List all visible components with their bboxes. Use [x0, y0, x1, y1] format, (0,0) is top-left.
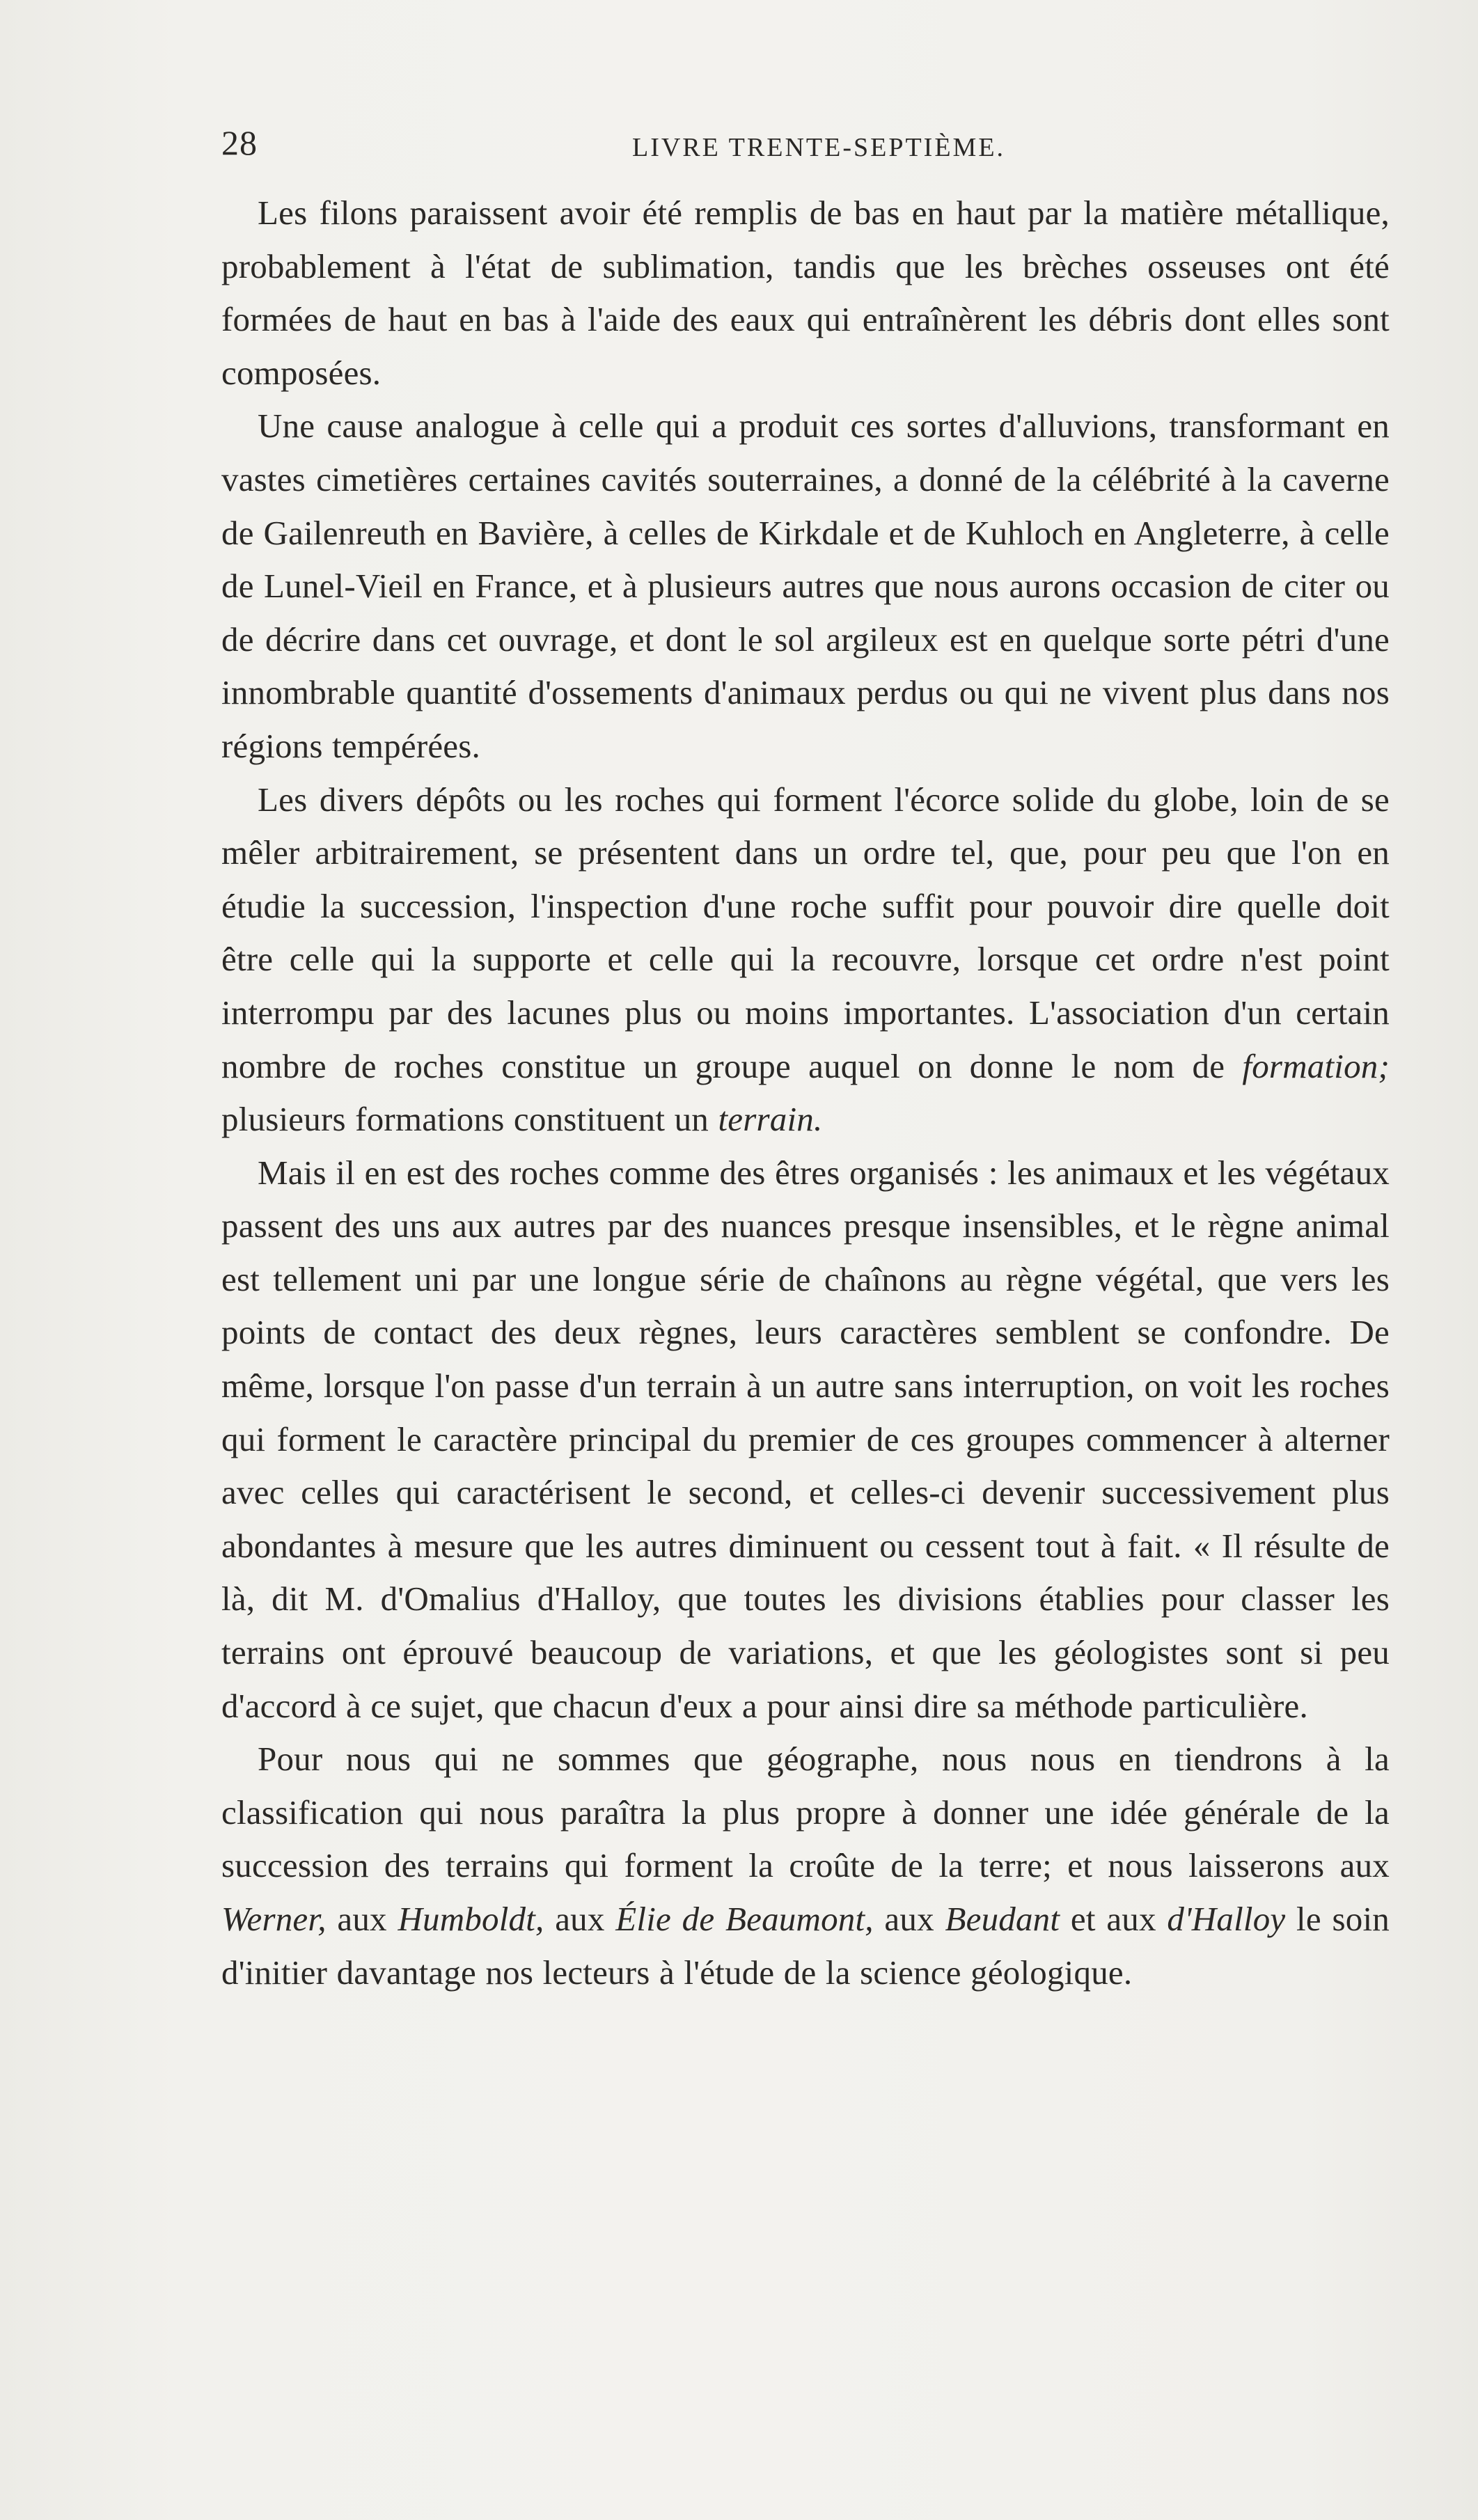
paragraph-text: aux [873, 1900, 945, 1938]
term-formation: formation; [1242, 1046, 1390, 1085]
paragraph-text: plusieurs formations constituent un [221, 1100, 718, 1139]
paragraph-transitions [221, 1147, 1390, 1733]
paragraph-text: aux [544, 1900, 616, 1938]
term-terrain: terrain. [718, 1100, 823, 1139]
paragraph-formations [221, 773, 1390, 1147]
name-beudant: Beudant [945, 1900, 1060, 1938]
page-number: 28 [221, 123, 258, 162]
paragraph-text: Une cause analogue à celle qui a produit ces sortes d'alluvions, transformant en vastes cimetières certaines cavités souterraines, a donné de la célébrité à la caverne de Gailenreuth en Bavière, à celles de Kirkdale et de Kuhloch en Angleterre, à celle de Lunel-Vieil en France, et à plusieurs autres que nous aurons occasion de citer ou de décrire dans cet ouvrage, et dont le sol argileux est en quelque sorte pétri d'une innombrable quantité d'ossements d'animaux perdus ou qui ne vivent plus dans nos régions tempérées. [221, 407, 1390, 765]
book-title: LIVRE TRENTE-SEPTIÈME. [632, 133, 1006, 162]
paragraph-text: et aux [1060, 1900, 1168, 1938]
paragraph-text: aux [326, 1900, 398, 1938]
paragraph-text: Mais il en est des roches comme des êtres organisés : les animaux et les végétaux passent des uns aux autres par des nuances presque insensibles, et le règne animal est tellement uni par une longue série de chaînons au règne végétal, que vers les points de contact des deux règnes, leurs caractères semblent se confondre. De même, lorsque l'on passe d'un terrain à un autre sans interruption, on voit les roches qui forment le caractère principal du premier de ces groupes commencer à alterner avec celles qui caractérisent le second, et celles-ci devenir successivement plus abondantes à mesure que les autres diminuent ou cessent tout à fait. « Il résulte de là, dit M. d'Omalius d'Halloy, que toutes les divisions établies pour classer les terrains ont éprouvé beaucoup de variations, et que les géologistes sont si peu d'accord à ce sujet, que chacun d'eux a pour ainsi dire sa méthode particulière. [221, 1153, 1390, 1725]
paragraph-text: Les divers dépôts ou les roches qui forment l'écorce solide du globe, loin de se mêler arbitrairement, se présentent dans un ordre tel, que, pour peu que l'on en étudie la succession, l'inspection d'une roche suffit pour pouvoir dire quelle doit être celle qui la supporte et celle qui la recouvre, lorsque cet ordre n'est point interrompu par des lacunes plus ou moins importantes. L'association d'un certain nombre de roches constitue un groupe auquel on donne le nom de [221, 780, 1390, 1085]
paragraph-classification [221, 1733, 1390, 1999]
running-head [221, 123, 1398, 171]
paragraph-text: le soin d'initier davantage nos lecteurs à l'étude de la science géologique. [221, 1900, 1390, 1992]
name-elie-de-beaumont: Élie de Beaumont, [615, 1900, 874, 1938]
name-humboldt: Humboldt, [398, 1900, 544, 1938]
paragraph-text: Les filons paraissent avoir été remplis de bas en haut par la matière métallique, probablement à l'état de sublimation, tandis que les brèches osseuses ont été formées de haut en bas à l'aide des eaux qui entraînèrent les débris dont elles sont composées. [221, 194, 1390, 392]
name-werner: Werner, [221, 1900, 327, 1938]
paragraph-cavernes [221, 400, 1390, 773]
paragraph-filons [221, 187, 1390, 400]
body-text [221, 187, 1390, 1999]
paragraph-text: Pour nous qui ne sommes que géographe, nous nous en tiendrons à la classification qui nous paraîtra la plus propre à donner une idée générale de la succession des terrains qui forment la croûte de la terre; et nous laisserons aux [221, 1740, 1390, 1885]
name-dhalloy: d'Halloy [1167, 1900, 1286, 1938]
